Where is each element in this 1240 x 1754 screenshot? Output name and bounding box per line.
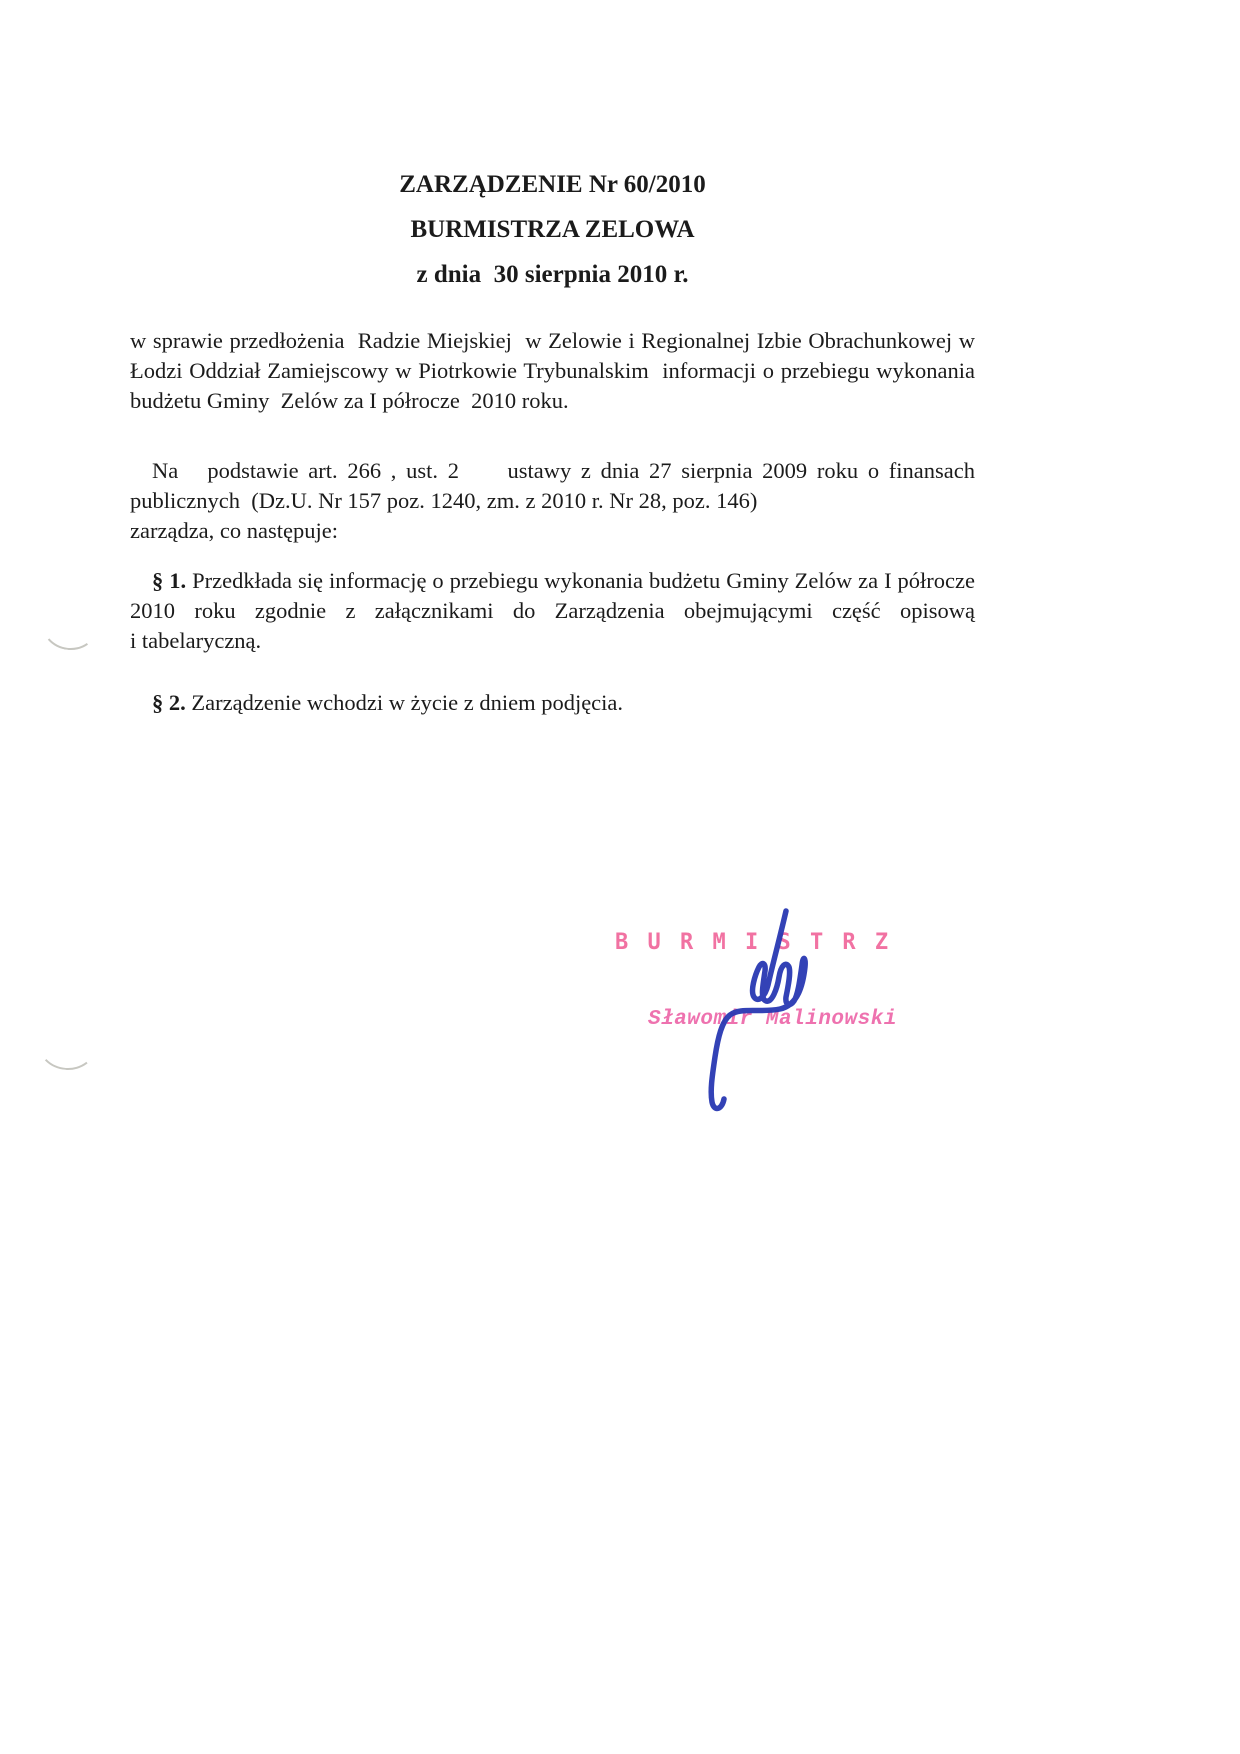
basis-line: publicznych (Dz.U. Nr 157 poz. 1240, zm. z 2010 r. Nr 28, poz. 146) (130, 488, 758, 513)
section-2-paragraph (130, 688, 975, 718)
subject-line: budżetu Gminy Zelów za I półrocze 2010 roku. (130, 388, 569, 413)
basis-line: zarządza, co następuje: (130, 518, 338, 543)
legal-basis-paragraph (130, 456, 975, 546)
scan-artifact-curve (39, 597, 101, 653)
subject-line: w sprawie przedłożenia Radzie Miejskiej w Zelowie i Regionalnej Izbie Obrachunkowej w (130, 328, 975, 353)
document-title (130, 172, 975, 307)
subject-paragraph (130, 326, 975, 416)
section-1-line: i tabelaryczną. (130, 628, 262, 653)
section-1-label: § 1. (152, 568, 187, 593)
scan-artifact-curve (36, 1016, 98, 1072)
signatory-name: Sławomir Malinowski (648, 1008, 897, 1031)
title-line-issuer: BURMISTRZA ZELOWA (410, 216, 695, 243)
title-line-date: z dnia 30 sierpnia 2010 r. (416, 261, 689, 288)
subject-line: Łodzi Oddział Zamiejscowy w Piotrkowie Trybunalskim informacji o przebiegu wykonania (130, 358, 975, 383)
basis-line: Na podstawie art. 266 , ust. 2 ustawy z dnia 27 sierpnia 2009 roku o finansach (152, 458, 975, 483)
section-2-line (130, 688, 975, 718)
section-1-text: Przedkłada się informację o przebiegu wykonania budżetu Gminy Zelów za I półrocze (186, 568, 976, 593)
title-line-number: ZARZĄDZENIE Nr 60/2010 (399, 171, 706, 198)
section-1-line: 2010 roku zgodnie z załącznikami do Zarządzenia obejmującymi część opisową (130, 598, 975, 623)
stamp-title: B U R M I S T R Z (615, 930, 892, 955)
section-2-label: § 2. (152, 690, 186, 715)
section-1-paragraph (130, 566, 975, 656)
section-1-line (130, 566, 975, 596)
section-2-text: Zarządzenie wchodzi w życie z dniem podjęcia. (185, 690, 624, 715)
signature-stroke (711, 911, 805, 1108)
signature (660, 905, 820, 1120)
